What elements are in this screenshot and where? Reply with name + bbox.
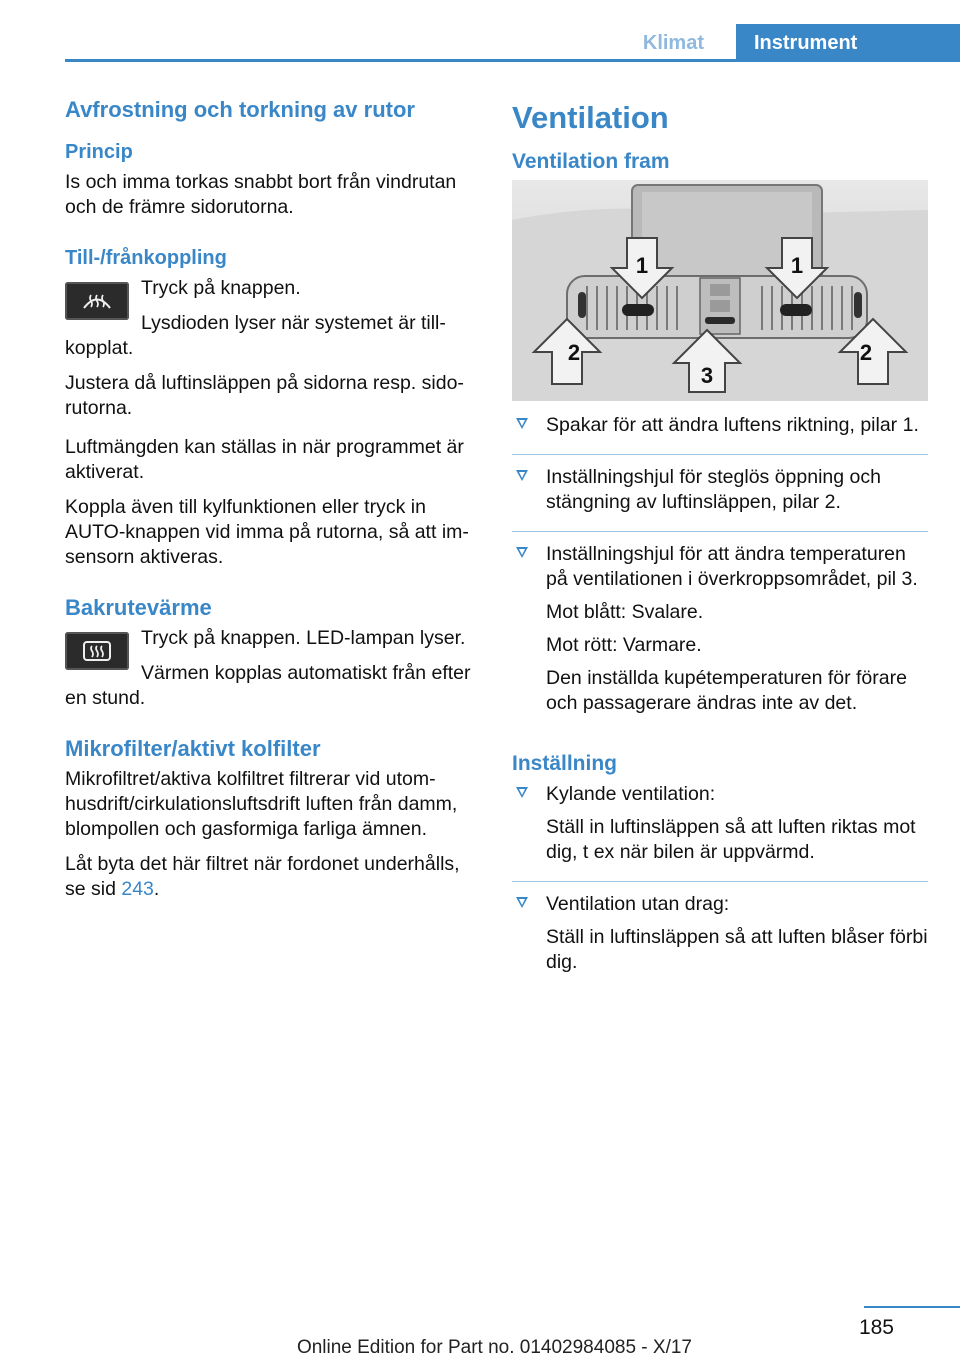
onoff-text-5: Koppla även till kylfunktionen eller tryck in AUTO-knappen vid imma på rutorna, så att im-sensorn aktiveras. xyxy=(65,496,469,568)
onoff-text-2: Lysdioden lyser när systemet är till-kopplat. xyxy=(65,312,446,359)
setting-bullet-list xyxy=(512,782,928,991)
rear-window-defrost-icon xyxy=(65,632,129,670)
princip-text: Is och imma torkas snabbt bort från vindrutan och de främre sidorutorna. xyxy=(65,171,457,218)
edition-footer: Online Edition for Part no. 01402984085 - X/17 xyxy=(296,1337,692,1358)
triangle-bullet-icon xyxy=(516,418,528,429)
dashboard-vents-image xyxy=(512,180,928,401)
arrow-label-1b: 1 xyxy=(790,253,804,278)
arrow-label-3: 3 xyxy=(700,363,714,388)
page-link-243[interactable]: 243 xyxy=(121,878,154,900)
subsection-title-front-vent: Ventilation fram xyxy=(512,150,670,173)
header-rule xyxy=(65,59,960,62)
arrow-label-1a: 1 xyxy=(635,253,649,278)
onoff-text-3: Justera då luftinsläppen på sidorna resp. sido-rutorna. xyxy=(65,372,464,419)
windshield-defrost-icon xyxy=(65,282,129,320)
tab-instrument[interactable]: Instrument xyxy=(736,24,960,62)
section-title-ventilation: Ventilation xyxy=(512,100,669,135)
left-column xyxy=(65,96,479,912)
arrow-label-2b: 2 xyxy=(859,340,873,365)
list-item: Inställningshjul för att ändra temperaturen på ventilationen i överkroppsområdet, pil 3. Mot blått: Svalare. Mot rött: Varmare. Den inställda kupétemperaturen för förare och passagerare ändras inte av det. xyxy=(512,542,928,732)
onoff-text-1: Tryck på knappen. xyxy=(141,277,301,299)
triangle-bullet-icon xyxy=(516,787,528,798)
header-tabbar xyxy=(65,24,960,62)
onoff-text-4: Luftmängden kan ställas in när programmet är aktiverat. xyxy=(65,436,464,483)
triangle-bullet-icon xyxy=(516,547,528,558)
section-title-rear-heat: Bakrutevärme xyxy=(65,595,212,620)
triangle-bullet-icon xyxy=(516,470,528,481)
microfilter-text-1: Mikrofiltret/aktiva kolfiltret filtrerar vid utom-husdrift/cirkulationsluftsdrift luften från damm, blompollen och gasformiga farliga ämnen. xyxy=(65,768,458,840)
rear-heat-text-1: Tryck på knappen. LED-lampan lyser. xyxy=(141,627,466,649)
vent-bullet-list xyxy=(512,413,928,732)
rear-heat-text-2: Värmen kopplas automatiskt från efter en stund. xyxy=(65,662,471,709)
subsection-title-onoff: Till-/frånkoppling xyxy=(65,247,227,269)
subsection-title-princip: Princip xyxy=(65,141,133,163)
right-column xyxy=(512,96,928,991)
list-item: Kylande ventilation: Ställ in luftinsläppen så att luften riktas mot dig, t ex när bilen är uppvärmd. xyxy=(512,782,928,882)
section-title-microfilter: Mikrofilter/aktivt kolfilter xyxy=(65,736,321,761)
page-number: 185 xyxy=(858,1316,894,1339)
list-item: Inställningshjul för steglös öppning och stängning av luftinsläppen, pilar 2. xyxy=(512,465,928,532)
list-item: Spakar för att ändra luftens riktning, pilar 1. xyxy=(512,413,928,455)
triangle-bullet-icon xyxy=(516,897,528,908)
tab-klimat[interactable]: Klimat xyxy=(642,32,704,54)
microfilter-text-2: Låt byta det här filtret när fordonet underhålls, se sid 243. xyxy=(65,853,460,900)
subsection-title-setting: Inställning xyxy=(512,752,617,775)
section-title-defrost: Avfrostning och torkning av rutor xyxy=(65,97,415,122)
footer-rule xyxy=(864,1306,960,1308)
list-item: Ventilation utan drag: Ställ in luftinsläppen så att luften blåser förbi dig. xyxy=(512,892,928,991)
arrow-label-2a: 2 xyxy=(567,340,581,365)
